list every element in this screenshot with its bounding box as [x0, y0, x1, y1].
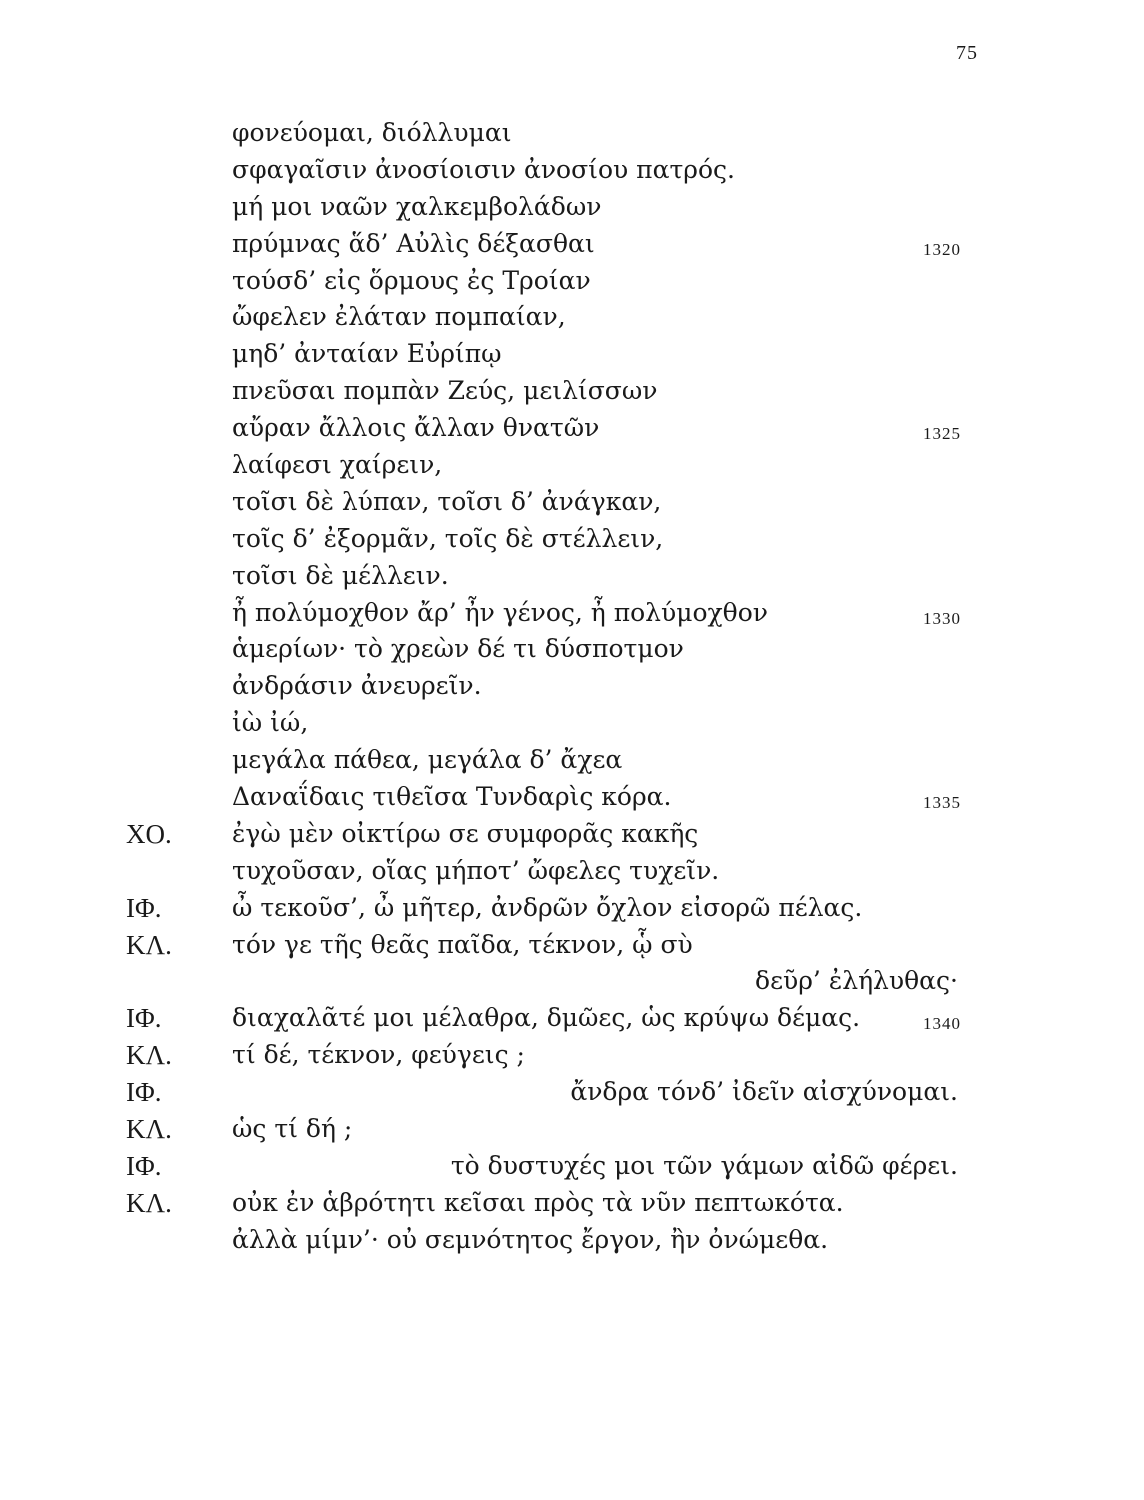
- speaker-label: ΚΛ.: [126, 1040, 172, 1071]
- verse-text: ὤφελεν ἐλάταν πομπαίαν,: [232, 302, 566, 332]
- verse-line: [0, 410, 1144, 447]
- verse-line: [0, 1148, 1144, 1185]
- verse-line: [0, 299, 1144, 336]
- verse-line: [0, 1222, 1144, 1259]
- verse-line: [0, 1111, 1144, 1148]
- verse-text: σφαγαῖσιν ἀνοσίοισιν ἀνοσίου πατρός.: [232, 154, 735, 184]
- line-number: 1335: [923, 793, 961, 813]
- verse-line: [0, 779, 1144, 816]
- verse-text: διαχαλᾶτέ μοι μέλαθρα, δμῶες, ὡς κρύψω δέμας.: [232, 1003, 861, 1033]
- verse-line: [0, 373, 1144, 410]
- verse-text: μηδ’ ἀνταίαν Εὐρίπῳ: [232, 339, 502, 369]
- verse-text: ἁμερίων· τὸ χρεὼν δέ τι δύσποτμον: [232, 634, 684, 664]
- verse-line: [0, 484, 1144, 521]
- verse-line: [0, 1037, 1144, 1074]
- verse-line: [0, 152, 1144, 189]
- verse-line: [0, 558, 1144, 595]
- speaker-label: ΚΛ.: [126, 929, 172, 960]
- verse-text: τοῖσι δὲ λύπαν, τοῖσι δ’ ἀνάγκαν,: [232, 486, 662, 516]
- line-number: 1325: [923, 424, 961, 444]
- speaker-label: ΙΦ.: [126, 1150, 162, 1181]
- verse-line: [0, 742, 1144, 779]
- speaker-label: ΧΟ.: [126, 818, 172, 849]
- verse-text: τοῖς δ’ ἐξορμᾶν, τοῖς δὲ στέλλειν,: [232, 523, 664, 553]
- speaker-label: ΚΛ.: [126, 1187, 172, 1218]
- verse-line: [0, 595, 1144, 632]
- verse-line: [0, 1074, 1144, 1111]
- verse-text: μεγάλα πάθεα, μεγάλα δ’ ἄχεα: [232, 745, 623, 775]
- verse-text: αὔραν ἄλλοις ἄλλαν θνατῶν: [232, 413, 600, 443]
- verse-line: [0, 853, 1144, 890]
- verse-line: [0, 631, 1144, 668]
- verse-text: τί δέ, τέκνον, φεύγεις ;: [232, 1040, 525, 1070]
- speaker-label: ΙΦ.: [126, 892, 162, 923]
- line-number: 1330: [923, 608, 961, 628]
- verse-line: [0, 927, 1144, 964]
- page-number: 75: [956, 42, 978, 64]
- verse-text: ὦ τεκοῦσ’, ὦ μῆτερ, ἀνδρῶν ὄχλον εἰσορῶ πέλας.: [232, 892, 863, 922]
- verse-line: [0, 447, 1144, 484]
- speaker-label: ΚΛ.: [126, 1114, 172, 1145]
- verse-text: πρύμνας ἅδ’ Αὐλὶς δέξασθαι: [232, 228, 595, 258]
- verse-text: ἰὼ ἰώ,: [232, 708, 309, 738]
- verse-line: [0, 963, 1144, 1000]
- verse-line: [0, 1000, 1144, 1037]
- line-number: 1340: [923, 1014, 961, 1034]
- verse-text: ἦ πολύμοχθον ἄρ’ ἦν γένος, ἦ πολύμοχθον: [232, 597, 768, 627]
- verse-block: [0, 115, 1144, 1259]
- verse-text: τοῖσι δὲ μέλλειν.: [232, 560, 449, 590]
- verse-text: πνεῦσαι πομπὰν Ζεύς, μειλίσσων: [232, 376, 658, 406]
- verse-text: Δαναΐδαις τιθεῖσα Τυνδαρὶς κόρα.: [232, 782, 672, 812]
- verse-text: οὐκ ἐν ἁβρότητι κεῖσαι πρὸς τὰ νῦν πεπτωκότα.: [232, 1187, 844, 1217]
- verse-text: ἄνδρα τόνδ’ ἰδεῖν αἰσχύνομαι.: [570, 1077, 958, 1107]
- verse-line: [0, 226, 1144, 263]
- verse-text: ἀλλὰ μίμν’· οὐ σεμνότητος ἔργον, ἢν ὀνώμεθα.: [232, 1224, 829, 1254]
- verse-line: [0, 521, 1144, 558]
- verse-text: μή μοι ναῶν χαλκεμβολάδων: [232, 191, 602, 221]
- speaker-label: ΙΦ.: [126, 1077, 162, 1108]
- verse-line: [0, 263, 1144, 300]
- verse-line: [0, 705, 1144, 742]
- verse-line: [0, 336, 1144, 373]
- verse-line: [0, 115, 1144, 152]
- verse-line: [0, 668, 1144, 705]
- verse-text: λαίφεσι χαίρειν,: [232, 450, 443, 480]
- line-number: 1320: [923, 239, 961, 259]
- verse-line: [0, 189, 1144, 226]
- verse-line: [0, 890, 1144, 927]
- verse-text: ὡς τί δή ;: [232, 1114, 353, 1144]
- verse-text: δεῦρ’ ἐλήλυθας·: [755, 966, 958, 996]
- verse-text: τούσδ’ εἰς ὅρμους ἐς Τροίαν: [232, 265, 591, 295]
- verse-text: τόν γε τῆς θεᾶς παῖδα, τέκνον, ᾧ σὺ: [232, 929, 693, 959]
- verse-line: [0, 1185, 1144, 1222]
- verse-text: ἐγὼ μὲν οἰκτίρω σε συμφορᾶς κακῆς: [232, 818, 699, 848]
- verse-text: τὸ δυστυχές μοι τῶν γάμων αἰδῶ φέρει.: [450, 1150, 958, 1180]
- verse-text: τυχοῦσαν, οἵας μήποτ’ ὤφελες τυχεῖν.: [232, 855, 720, 885]
- verse-text: ἀνδράσιν ἀνευρεῖν.: [232, 671, 482, 701]
- verse-line: [0, 816, 1144, 853]
- verse-text: φονεύομαι, διόλλυμαι: [232, 118, 512, 147]
- speaker-label: ΙΦ.: [126, 1003, 162, 1034]
